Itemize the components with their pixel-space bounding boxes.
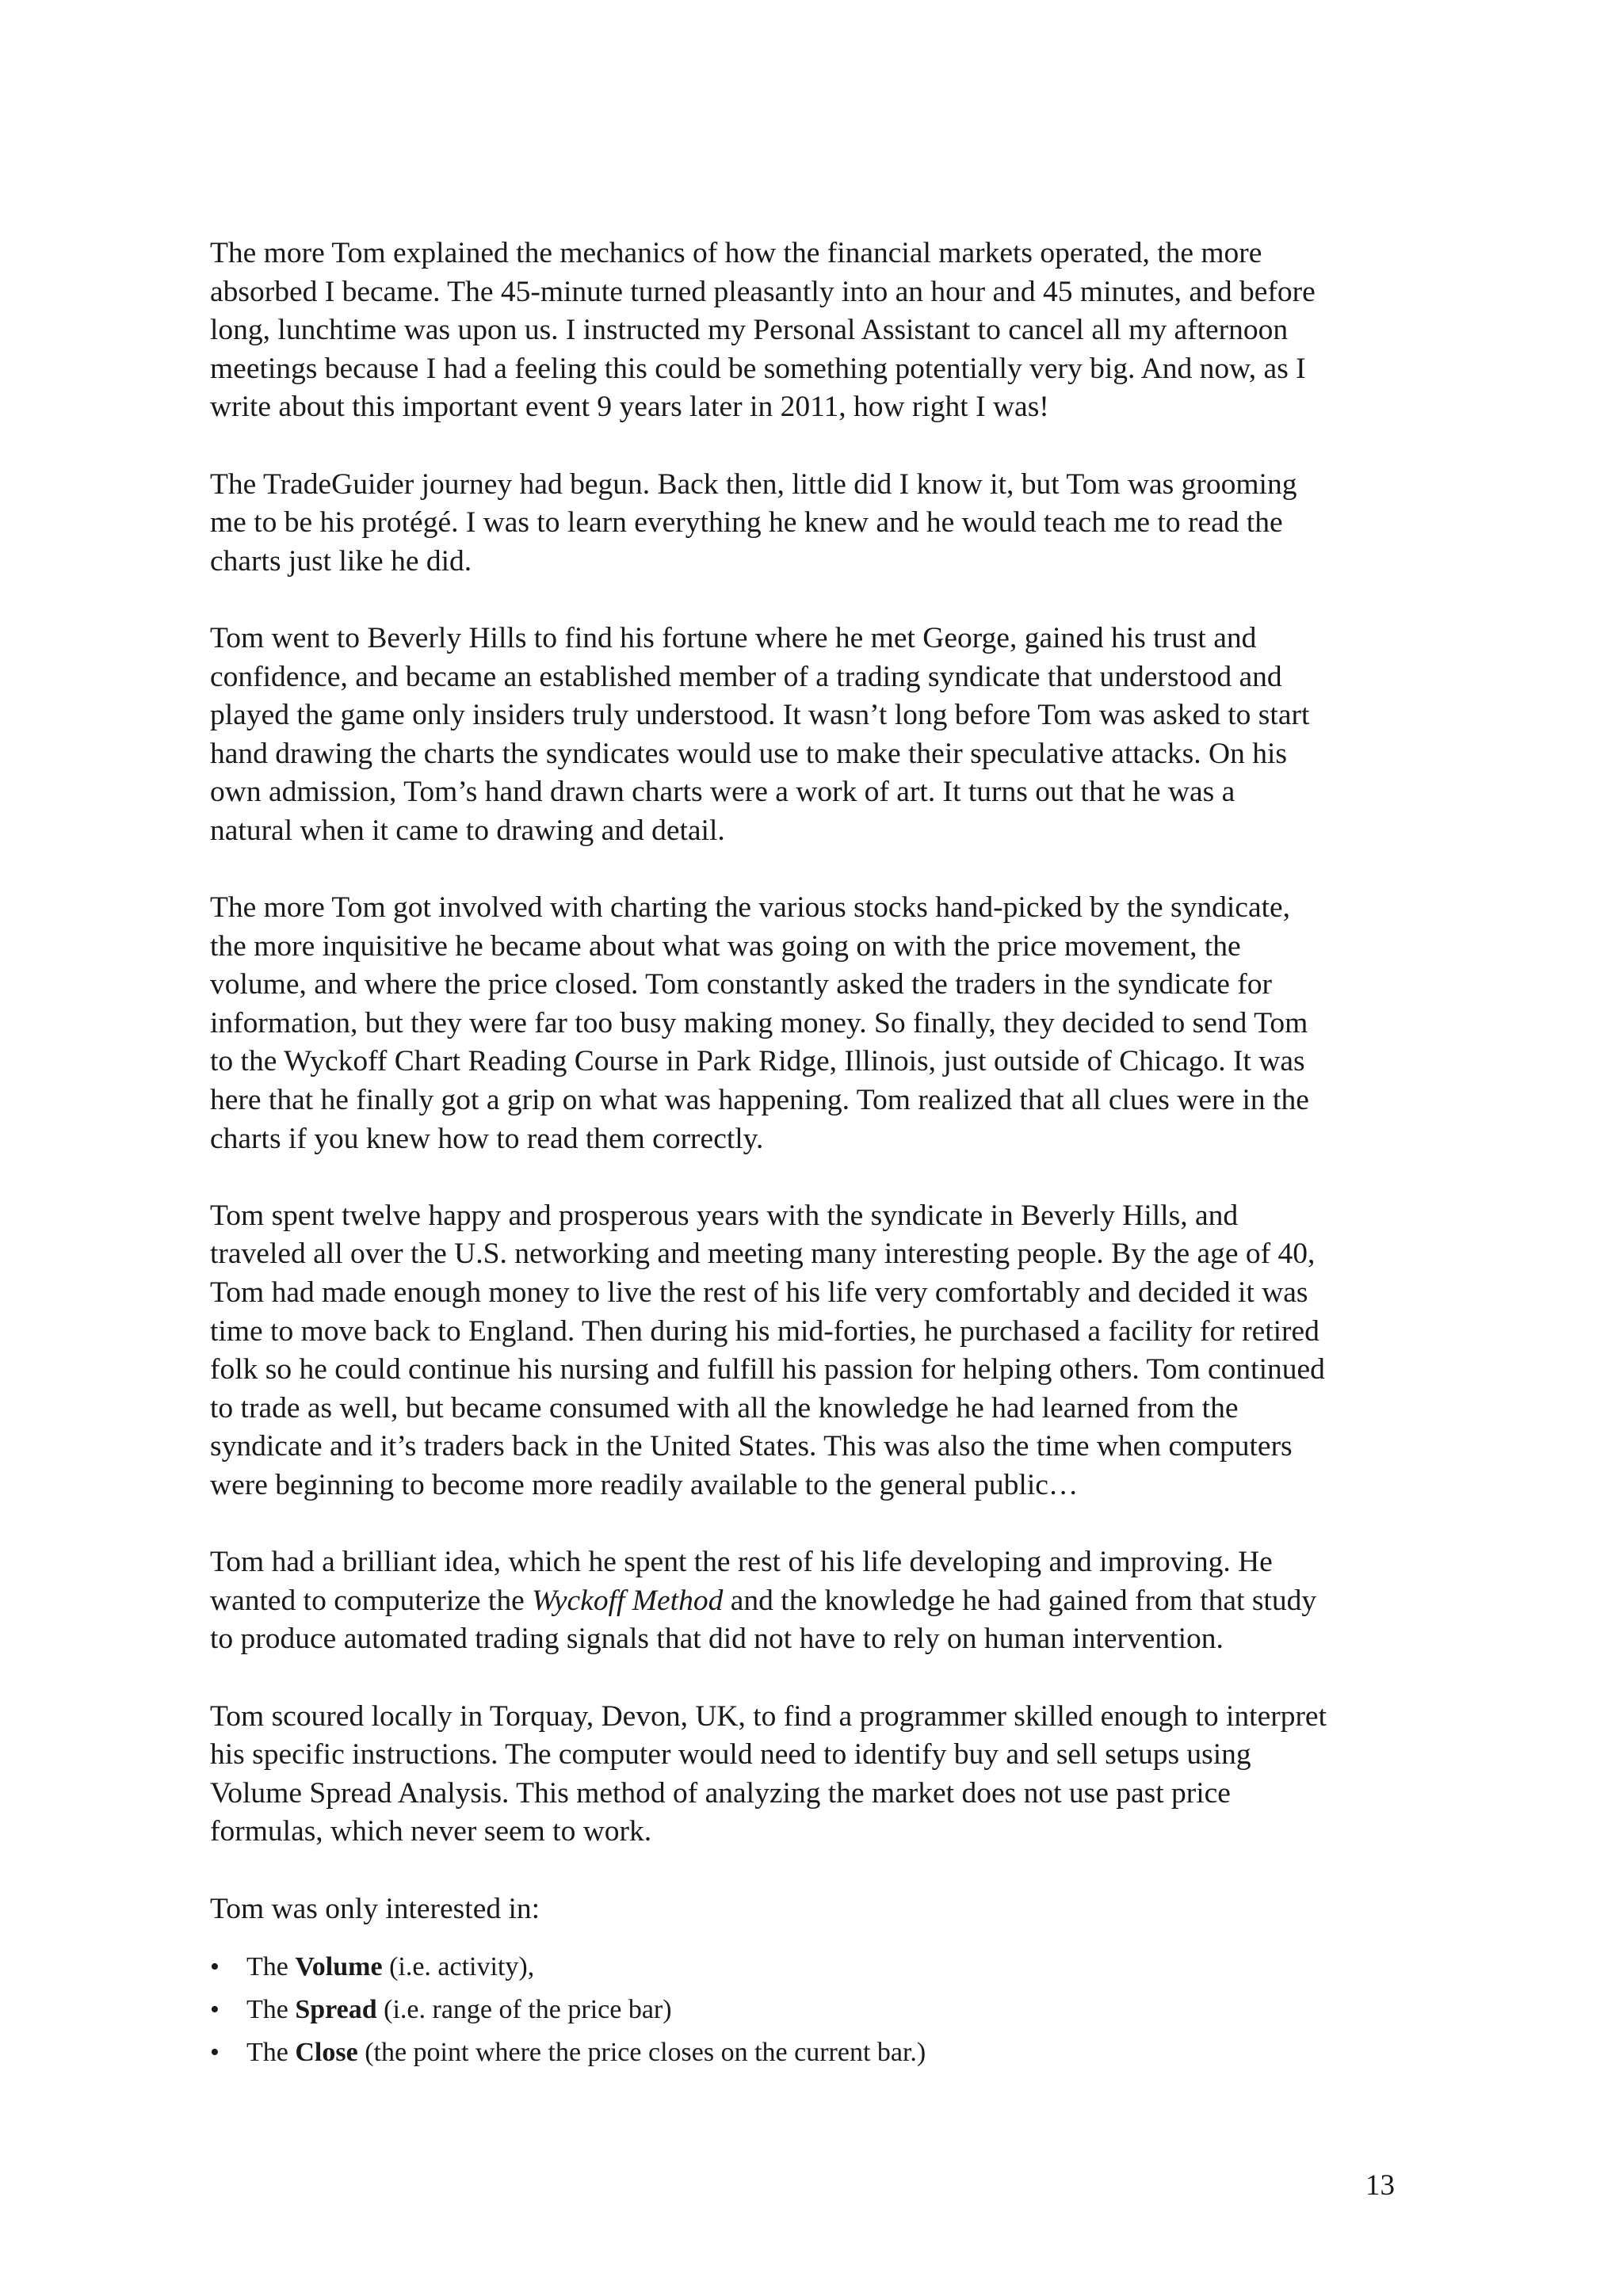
bullet-icon: • xyxy=(210,1952,220,1982)
bullet-bold-term: Close xyxy=(295,2038,358,2068)
bullet-prefix: The xyxy=(246,2038,296,2068)
wyckoff-method-italic: Wyckoff Method xyxy=(532,1584,724,1617)
bullet-suffix: (i.e. range of the price bar) xyxy=(376,1995,672,2025)
list-item-spread xyxy=(210,1989,1526,2031)
bullet-icon: • xyxy=(210,2038,220,2068)
paragraph-brilliant-idea xyxy=(210,1543,1526,1659)
interest-list xyxy=(210,1946,1526,2074)
bullet-bold-term: Spread xyxy=(295,1995,377,2025)
list-intro: Tom was only interested in: xyxy=(210,1892,540,1925)
paragraph-syndicate-years: Tom spent twelve happy and prosperous years with the syndicate in Beverly Hills, and traveled all over the U.S. networking and meeting many interesting people. By the age of 40, Tom had made enough money to live the rest of his life very comfortably and decided it was time to move back to England. Then during his mid-forties, he purchased a facility for retired folk so he could continue his nursing and fulfill his passion for helping others. Tom continued to trade as well, but became consumed with all the knowledge he had learned from the syndicate and it’s traders back in the United States. This was also the time when computers were beginning to become more readily available to the general public… xyxy=(210,1199,1325,1501)
bullet-prefix: The xyxy=(246,1952,296,1982)
paragraph-meeting: The more Tom explained the mechanics of how the financial markets operated, the more absorbed I became. The 45-minute turned pleasantly into an hour and 45 minutes, and before long, lunchtime was upon us. I instructed my Personal Assistant to cancel all my afternoon meetings because I had a feeling this could be something potentially very big. And now, as I write about this important event 9 years later in 2011, how right I was! xyxy=(210,237,1316,424)
idea-text-start: Tom had a brilliant idea, which he spent the rest of his life developing and improving. He wanted to computerize the xyxy=(210,1546,1273,1617)
bullet-icon: • xyxy=(210,1995,220,2025)
bullet-prefix: The xyxy=(246,1995,296,2025)
bullet-bold-term: Volume xyxy=(295,1952,383,1982)
page-number: 13 xyxy=(1365,2169,1395,2202)
paragraph-beverly-hills: Tom went to Beverly Hills to find his fortune where he met George, gained his trust and confidence, and became an established member of a trading syndicate that understood and played the game only insiders truly understood. It wasn’t long before Tom was asked to start hand drawing the charts the syndicates would use to make their speculative attacks. On his own admission, Tom’s hand drawn charts were a work of art. It turns out that he was a natural when it came to drawing and detail. xyxy=(210,621,1310,847)
list-item-volume xyxy=(210,1946,1526,1989)
idea-text-end: and the knowledge he had gained from that study to produce automated trading signals that did not have to rely on human intervention. xyxy=(210,1584,1317,1656)
paragraph-programmer: Tom scoured locally in Torquay, Devon, UK, to find a programmer skilled enough to interpret his specific instructions. The computer would need to identify buy and sell setups using Volume Spread Analysis. This method of analyzing the market does not use past price formulas, which never seem to work. xyxy=(210,1699,1327,1848)
list-item-close xyxy=(210,2031,1526,2074)
paragraph-journey: The TradeGuider journey had begun. Back then, little did I know it, but Tom was grooming me to be his protégé. I was to learn everything he knew and he would teach me to read the charts just like he did. xyxy=(210,467,1297,578)
paragraph-wyckoff-course: The more Tom got involved with charting the various stocks hand-picked by the syndicate, the more inquisitive he became about what was going on with the price movement, the volume, and where the price closed. Tom constantly asked the traders in the syndicate for information, but they were far too busy making money. So finally, they decided to send Tom to the Wyckoff Chart Reading Course in Park Ridge, Illinois, just outside of Chicago. It was here that he finally got a grip on what was happening. Tom realized that all clues were in the charts if you knew how to read them correctly. xyxy=(210,891,1309,1155)
page-body xyxy=(210,235,1526,2074)
bullet-suffix: (i.e. activity), xyxy=(382,1952,535,1982)
bullet-suffix: (the point where the price closes on the current bar.) xyxy=(357,2038,926,2068)
